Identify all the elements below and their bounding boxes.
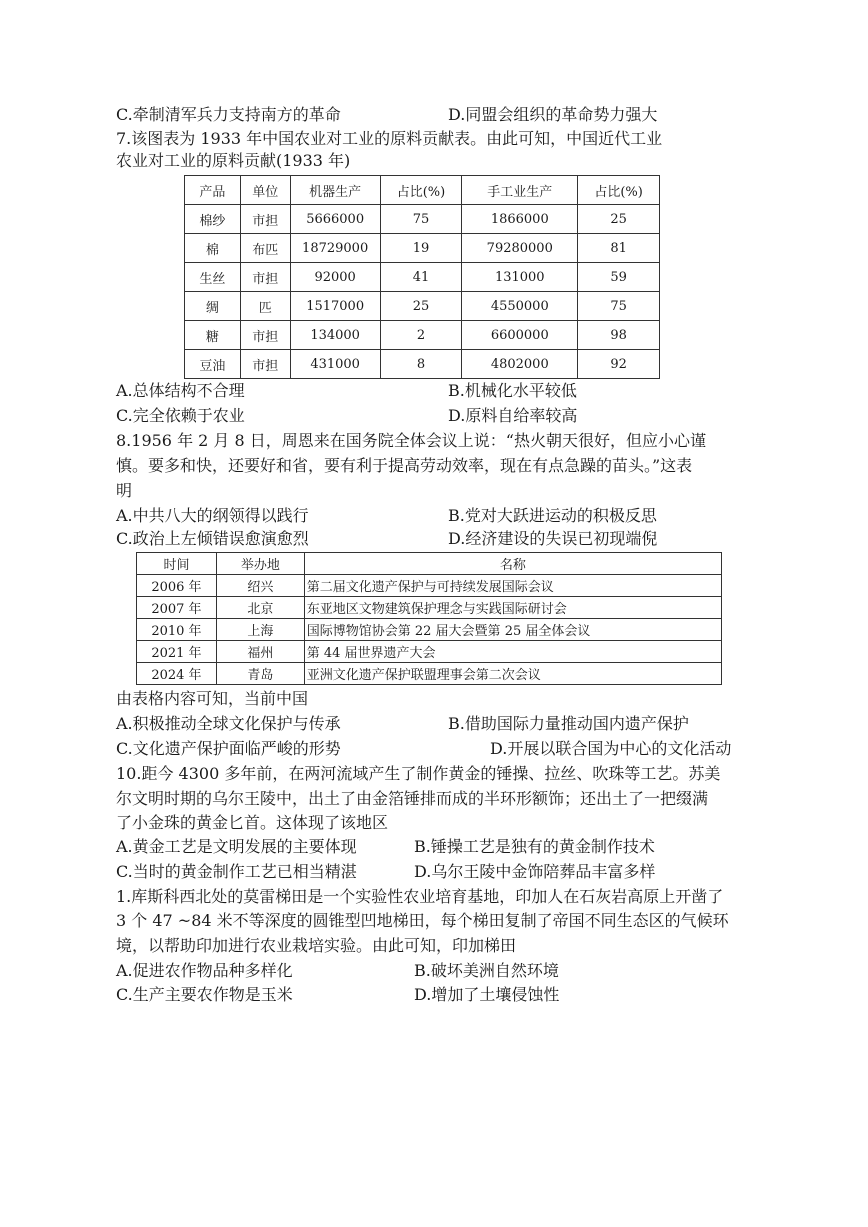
q11-option-c: C.生产主要农作物是玉米	[116, 985, 293, 1004]
q7-option-b: B.机械化水平较低	[448, 381, 577, 400]
header-cell: 名称	[304, 553, 721, 575]
conference-table	[136, 552, 722, 685]
table-cell: 25	[380, 292, 462, 321]
table-cell: 75	[578, 292, 660, 321]
table-cell: 第 44 届世界遗产大会	[304, 641, 721, 663]
q10-option-b: B.锤操工艺是独有的黄金制作技术	[414, 837, 655, 856]
q8-stem-line-2: 慎。要多和快，还要好和省，要有利于提高劳动效率，现在有点急躁的苗头。”这表	[116, 456, 693, 475]
table-cell: 绍兴	[216, 575, 304, 597]
header-cell: 占比(%)	[578, 176, 660, 205]
q10-option-a: A.黄金工艺是文明发展的主要体现	[116, 837, 357, 856]
table-row	[185, 292, 660, 321]
q10-option-d: D.乌尔王陵中金饰陪葬品丰富多样	[414, 862, 656, 881]
table-cell: 2	[380, 321, 462, 350]
q8-option-a: A.中共八大的纲领得以践行	[116, 506, 309, 525]
q8-option-d: D.经济建设的失误已初现端倪	[448, 529, 658, 548]
table-cell: 2010 年	[137, 619, 217, 641]
q11-stem-line-3: 境，以帮助印加进行农业栽培实验。由此可知，印加梯田	[116, 936, 517, 955]
q10-stem-line-3: 了小金珠的黄金匕首。这体现了该地区	[116, 813, 389, 832]
raw-material-table	[184, 175, 660, 379]
table-cell: 棉	[185, 234, 241, 263]
q8-stem-line-3: 明	[116, 481, 133, 500]
q8-stem-line-1: 8.1956 年 2 月 8 日，周恩来在国务院全体会议上说：“热火朝天很好，但应小心谨	[116, 431, 706, 450]
q10-stem-line-1: 10.距今 4300 多年前，在两河流域产生了制作黄金的锤操、拉丝、吹珠等工艺。苏美	[116, 764, 721, 783]
header-cell: 手工业生产	[462, 176, 578, 205]
table-cell: 92	[578, 350, 660, 379]
table-cell: 市担	[240, 350, 290, 379]
table-cell: 上海	[216, 619, 304, 641]
table-cell: 92000	[290, 263, 380, 292]
table-row	[185, 263, 660, 292]
q11-stem-line-2: 3 个 47 ~84 米不等深度的圆锥型凹地梯田，每个梯田复制了帝国不同生态区的气候环	[116, 911, 729, 930]
q8-option-c: C.政治上左倾错误愈演愈烈	[116, 529, 309, 548]
q9-option-b: B.借助国际力量推动国内遗产保护	[448, 714, 689, 733]
q7-option-c: C.完全依赖于农业	[116, 406, 245, 425]
header-cell: 单位	[240, 176, 290, 205]
table-row	[185, 234, 660, 263]
table-cell: 糖	[185, 321, 241, 350]
table-row	[137, 619, 722, 641]
q10-stem-line-2: 尔文明时期的乌尔王陵中，出土了由金箔锤排而成的半环形额饰；还出土了一把缀满	[116, 789, 709, 808]
header-cell: 机器生产	[290, 176, 380, 205]
table-cell: 2024 年	[137, 663, 217, 685]
q11-option-d: D.增加了土壤侵蚀性	[414, 985, 560, 1004]
q6-option-c: C.牵制清军兵力支持南方的革命	[116, 105, 341, 124]
table-row	[137, 641, 722, 663]
table-cell: 2007 年	[137, 597, 217, 619]
table-cell: 134000	[290, 321, 380, 350]
q7-stem: 7.该图表为 1933 年中国农业对工业的原料贡献表。由此可知，中国近代工业农业对工业的原料贡献(1933 年)	[116, 129, 663, 170]
table-cell: 2021 年	[137, 641, 217, 663]
table-row	[185, 350, 660, 379]
q11-stem-line-1: 1.库斯科西北处的莫雷梯田是一个实验性农业培育基地，印加人在石灰岩高原上开凿了	[116, 887, 724, 906]
table-cell: 市担	[240, 205, 290, 234]
table-cell: 亚洲文化遗产保护联盟理事会第二次会议	[304, 663, 721, 685]
table-cell: 青岛	[216, 663, 304, 685]
table-cell: 431000	[290, 350, 380, 379]
table-cell: 4802000	[462, 350, 578, 379]
table-cell: 匹	[240, 292, 290, 321]
header-cell: 产品	[185, 176, 241, 205]
q7-option-a: A.总体结构不合理	[116, 381, 245, 400]
table-cell: 131000	[462, 263, 578, 292]
table-header-row	[137, 553, 722, 575]
q11-option-a: A.促进农作物品种多样化	[116, 961, 293, 980]
q9-option-d: D.开展以联合国为中心的文化活动	[490, 739, 732, 758]
table-row	[137, 575, 722, 597]
header-cell: 举办地	[216, 553, 304, 575]
table-cell: 绸	[185, 292, 241, 321]
table-cell: 市担	[240, 321, 290, 350]
table-cell: 79280000	[462, 234, 578, 263]
table-cell: 98	[578, 321, 660, 350]
table-cell: 18729000	[290, 234, 380, 263]
table-cell: 福州	[216, 641, 304, 663]
table-cell: 81	[578, 234, 660, 263]
table-cell: 棉纱	[185, 205, 241, 234]
q7-option-d: D.原料自给率较高	[448, 406, 578, 425]
table-cell: 59	[578, 263, 660, 292]
table-cell: 5666000	[290, 205, 380, 234]
header-cell: 时间	[137, 553, 217, 575]
table-cell: 布匹	[240, 234, 290, 263]
q11-option-b: B.破坏美洲自然环境	[414, 961, 559, 980]
table-cell: 第二届文化遗产保护与可持续发展国际会议	[304, 575, 721, 597]
table-cell: 生丝	[185, 263, 241, 292]
table-row	[185, 205, 660, 234]
table-cell: 2006 年	[137, 575, 217, 597]
q9-option-a: A.积极推动全球文化保护与传承	[116, 714, 341, 733]
table-cell: 市担	[240, 263, 290, 292]
q10-option-c: C.当时的黄金制作工艺已相当精湛	[116, 862, 357, 881]
table-cell: 8	[380, 350, 462, 379]
q8-option-b: B.党对大跃进运动的积极反思	[448, 506, 657, 525]
table-cell: 1866000	[462, 205, 578, 234]
q9-stem: 由表格内容可知，当前中国	[116, 689, 309, 708]
table-header-row	[185, 176, 660, 205]
table-cell: 北京	[216, 597, 304, 619]
table-cell: 豆油	[185, 350, 241, 379]
table-cell: 东亚地区文物建筑保护理念与实践国际研讨会	[304, 597, 721, 619]
table-row	[137, 663, 722, 685]
table-cell: 19	[380, 234, 462, 263]
table-cell: 6600000	[462, 321, 578, 350]
table-cell: 41	[380, 263, 462, 292]
table-cell: 75	[380, 205, 462, 234]
q9-option-c: C.文化遗产保护面临严峻的形势	[116, 739, 341, 758]
table-row	[137, 597, 722, 619]
table-cell: 4550000	[462, 292, 578, 321]
header-cell: 占比(%)	[380, 176, 462, 205]
table-cell: 25	[578, 205, 660, 234]
table-cell: 1517000	[290, 292, 380, 321]
q6-option-d: D.同盟会组织的革命势力强大	[448, 105, 658, 124]
table-row	[185, 321, 660, 350]
table-cell: 国际博物馆协会第 22 届大会暨第 25 届全体会议	[304, 619, 721, 641]
